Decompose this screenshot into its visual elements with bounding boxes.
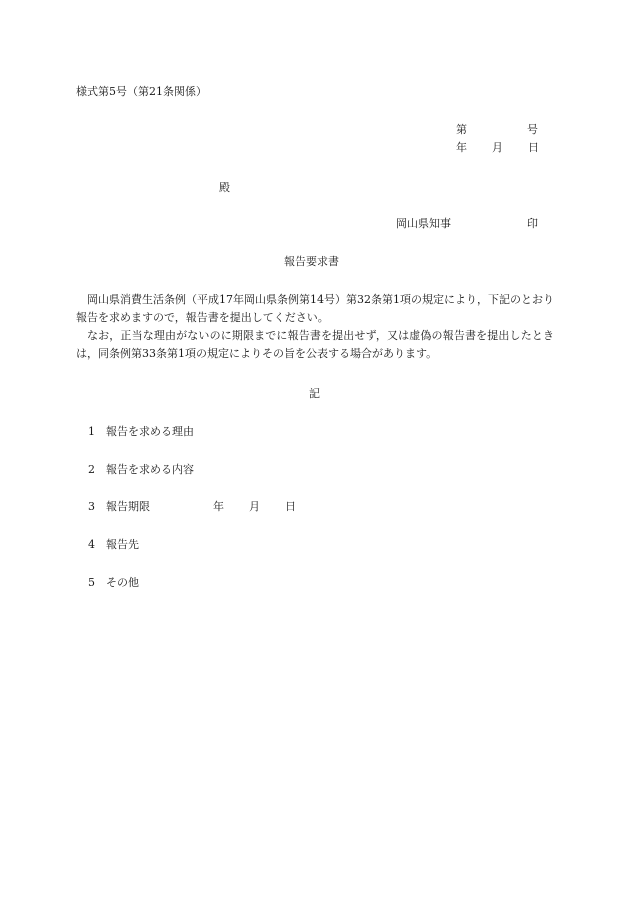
item-5-number: 5 [88,576,95,589]
document-title: 報告要求書 [284,255,339,268]
body-paragraph-1: 岡山県消費生活条例（平成17年岡山県条例第14号）第32条第1項の規定により，下記のとおり報告を求めますので，報告書を提出してください。 [76,293,554,324]
item-3-year: 年 [213,500,224,513]
date-year: 年 [456,141,467,154]
item-1-label: 報告を求める理由 [106,425,194,438]
doc-number-prefix: 第 [456,123,467,136]
date-day: 日 [528,141,539,154]
ki-heading: 記 [309,387,320,400]
item-3-label: 報告期限 [106,500,150,513]
issuer-title: 岡山県知事 [396,217,451,230]
doc-number-suffix: 号 [527,123,538,136]
item-1-number: 1 [88,425,95,438]
body-paragraph-2: なお，正当な理由がないのに期限までに報告書を提出せず，又は虚偽の報告書を提出したときは，同条例第33条第1項の規定によりその旨を公表する場合があります。 [76,329,554,360]
issuer-seal: 印 [527,217,538,230]
form-number: 様式第5号（第21条関係） [76,85,207,98]
body-text [76,291,554,363]
date-month: 月 [492,141,503,154]
item-3-month: 月 [249,500,260,513]
addressee-suffix: 殿 [219,181,230,194]
item-4-label: 報告先 [106,538,139,551]
item-5-label: その他 [106,576,139,589]
item-3-day: 日 [285,500,296,513]
item-4-number: 4 [88,538,95,551]
item-2-label: 報告を求める内容 [106,463,194,476]
item-3-number: 3 [88,500,95,513]
item-2-number: 2 [88,463,95,476]
